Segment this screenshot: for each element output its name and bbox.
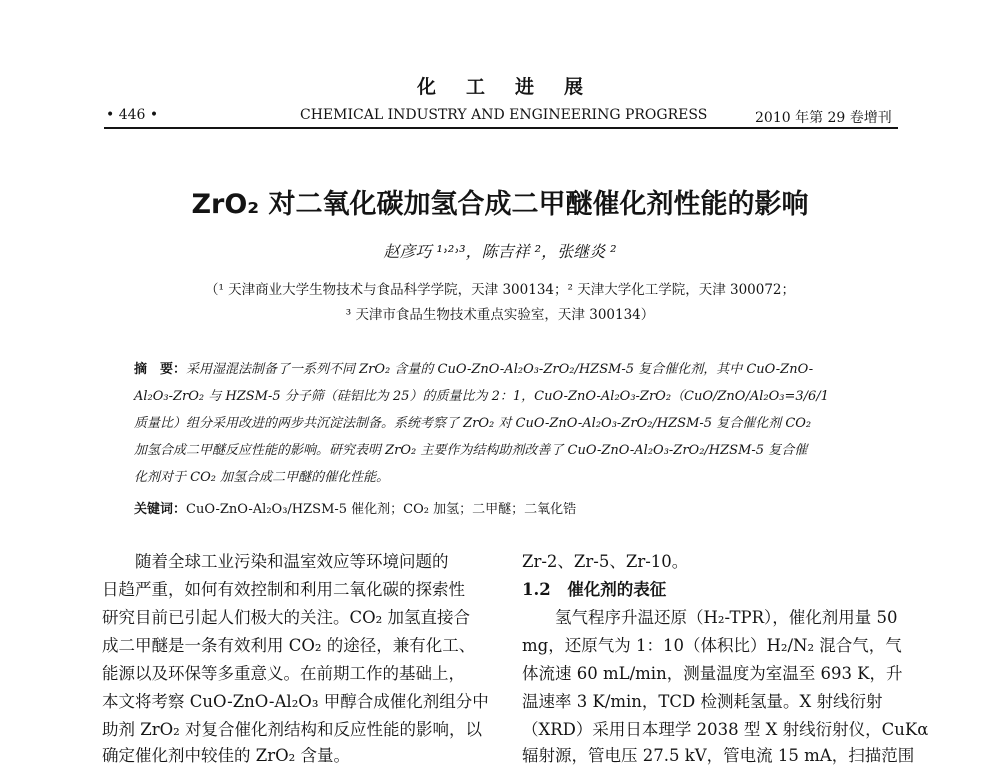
body-line: 确定催化剂中较佳的 ZrO₂ 含量。 [102, 746, 350, 765]
body-line: 温速率 3 K/min，TCD 检测耗氢量。X 射线衍射 [522, 692, 883, 711]
affiliation-line: （¹ 天津商业大学生物技术与食品科学学院，天津 300134；² 天津大学化工学院，天津 300072； [204, 282, 796, 298]
page-number: • 446 • [106, 107, 159, 123]
issue-info: 2010 年第 29 卷增刊 [755, 110, 892, 126]
abstract-line [134, 358, 813, 377]
keywords-line [134, 498, 576, 517]
abstract-text: 采用湿混法制备了一系列不同 ZrO₂ 含量的 CuO-ZnO-Al₂O₃-ZrO₂/HZSM-5 复合催化剂，其中 CuO-ZnO- [186, 362, 814, 377]
abstract-line: 加氢合成二甲醚反应性能的影响。研究表明 ZrO₂ 主要作为结构助剂改善了 CuO-ZnO-Al₂O₃-ZrO₂/HZSM-5 复合催 [134, 443, 808, 458]
body-line: 研究目前已引起人们极大的关注。CO₂ 加氢直接合 [102, 608, 471, 627]
body-line: 体流速 60 mL/min，测量温度为室温至 693 K，升 [522, 664, 903, 683]
body-line: 成二甲醚是一条有效利用 CO₂ 的途径，兼有化工、 [102, 636, 476, 655]
abstract-line: 化剂对于 CO₂ 加氢合成二甲醚的催化性能。 [134, 470, 390, 485]
section-heading: 1.2 催化剂的表征 [522, 580, 667, 599]
body-line: 助剂 ZrO₂ 对复合催化剂结构和反应性能的影响，以 [102, 720, 482, 739]
body-line: （XRD）采用日本理学 2038 型 X 射线衍射仪，CuKα [522, 720, 929, 739]
affiliation-line: ³ 天津市食品生物技术重点实验室，天津 300134） [345, 307, 655, 323]
body-line: mg，还原气为 1：10（体积比）H₂/N₂ 混合气，气 [522, 636, 902, 655]
body-line: 日趋严重，如何有效控制和利用二氧化碳的探索性 [102, 580, 465, 599]
journal-title-cn: 化工进展 [416, 76, 613, 98]
body-line: 本文将考察 CuO-ZnO-Al₂O₃ 甲醇合成催化剂组分中 [102, 692, 489, 711]
body-line: 能源以及环保等多重意义。在前期工作的基础上， [102, 664, 465, 683]
body-line: 氢气程序升温还原（H₂-TPR），催化剂用量 50 [522, 608, 898, 627]
body-line: 随着全球工业污染和温室效应等环境问题的 [102, 552, 449, 571]
abstract-label: 摘 要： [134, 362, 187, 377]
abstract-line: 质量比）组分采用改进的两步共沉淀法制备。系统考察了 ZrO₂ 对 CuO-ZnO-Al₂O₃-ZrO₂/HZSM-5 复合催化剂 CO₂ [134, 416, 812, 431]
keywords-text: CuO-ZnO-Al₂O₃/HZSM-5 催化剂；CO₂ 加氢；二甲醚；二氧化锆 [186, 502, 577, 517]
abstract-line: Al₂O₃-ZrO₂ 与 HZSM-5 分子筛（硅铝比为 25）的质量比为 2：1，CuO-ZnO-Al₂O₃-ZrO₂（CuO/ZnO/Al₂O₃=3/6/1 [134, 389, 829, 404]
author-list: 赵彦巧 ¹˒²˒³，陈吉祥 ²，张继炎 ² [383, 242, 617, 261]
body-line: 辐射源，管电压 27.5 kV，管电流 15 mA，扫描范围 [522, 746, 915, 765]
header-rule [104, 127, 898, 129]
keywords-label: 关键词： [134, 502, 187, 517]
journal-title-en: CHEMICAL INDUSTRY AND ENGINEERING PROGRESS [300, 107, 708, 123]
body-line: Zr-2、Zr-5、Zr-10。 [522, 552, 689, 571]
article-title: ZrO₂ 对二氧化碳加氢合成二甲醚催化剂性能的影响 [191, 189, 809, 220]
